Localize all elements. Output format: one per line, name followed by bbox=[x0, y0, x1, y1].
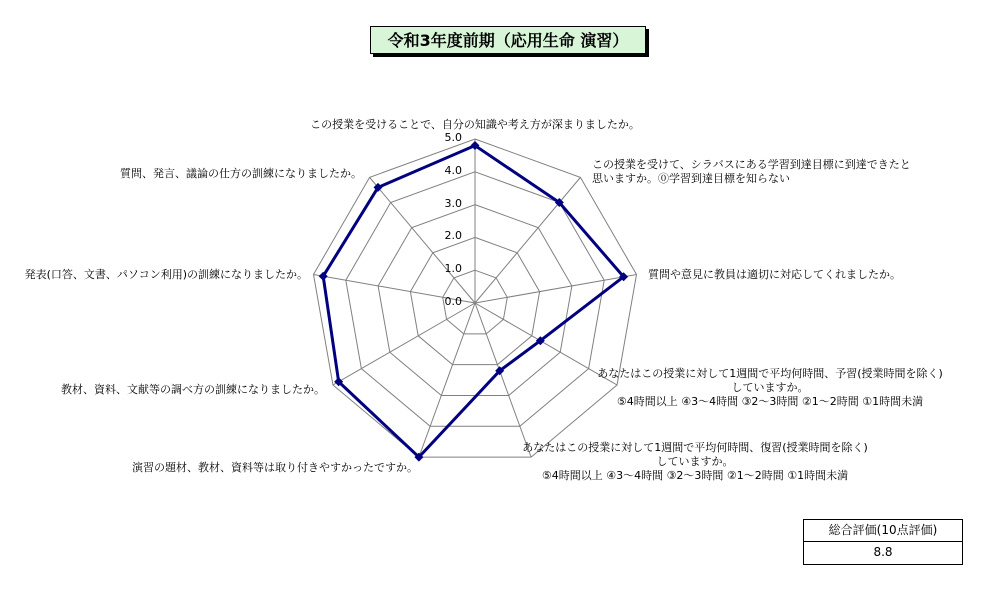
axis-label-line: 演習の題材、教材、資料等は取り付きやすかったですか。 bbox=[132, 461, 418, 474]
axis-label bbox=[120, 167, 362, 181]
axis-label-line: あなたはこの授業に対して1週間で平均何時間、予習(授業時間を除く) bbox=[597, 367, 943, 380]
axis-label bbox=[61, 383, 325, 397]
tick-label: 5.0 bbox=[444, 131, 462, 144]
axis-label-line: していますか。 bbox=[656, 455, 734, 468]
grid-spoke bbox=[475, 177, 580, 303]
grid-spoke bbox=[419, 303, 475, 457]
summary-box bbox=[803, 519, 963, 565]
grid-spoke bbox=[475, 303, 531, 457]
axis-label bbox=[132, 461, 418, 475]
summary-value: 8.8 bbox=[804, 541, 962, 563]
axis-label bbox=[597, 367, 943, 409]
tick-label: 1.0 bbox=[444, 262, 462, 276]
axis-label bbox=[310, 118, 640, 132]
axis-label-line: ⑤4時間以上 ④3～4時間 ③2～3時間 ②1～2時間 ①1時間未満 bbox=[541, 469, 849, 482]
summary-heading: 総合評価(10点評価) bbox=[828, 523, 938, 537]
axis-label-line: この授業を受けることで、自分の知識や考え方が深まりましたか。 bbox=[310, 118, 640, 131]
axis-label bbox=[592, 158, 911, 186]
axis-label-line: 教材、資料、文献等の調べ方の訓練になりましたか。 bbox=[61, 383, 325, 396]
tick-label: 2.0 bbox=[444, 229, 462, 243]
chart-title: 令和3年度前期（応用生命 演習） bbox=[370, 26, 646, 54]
axis-label-line: 質問や意見に教員は適切に対応してくれましたか。 bbox=[648, 268, 901, 281]
axis-label-line: この授業を受けて、シラバスにある学習到達目標に到達できたと bbox=[592, 158, 911, 171]
tick-label: 3.0 bbox=[444, 196, 462, 210]
axis-label-line: 思いますか。⓪学習到達目標を知らない bbox=[592, 172, 790, 185]
axis-label-line: していますか。 bbox=[731, 381, 809, 394]
axis-label bbox=[648, 268, 901, 282]
tick-label: 4.0 bbox=[444, 163, 462, 177]
grid-spoke bbox=[333, 303, 475, 385]
grid-spoke bbox=[475, 275, 637, 303]
axis-label bbox=[522, 441, 868, 483]
axis-label bbox=[25, 268, 308, 282]
tick-label: 0.0 bbox=[444, 295, 462, 308]
axis-label-line: あなたはこの授業に対して1週間で平均何時間、復習(授業時間を除く) bbox=[522, 441, 868, 454]
axis-label-line: ⑤4時間以上 ④3～4時間 ③2～3時間 ②1～2時間 ①1時間未満 bbox=[616, 395, 924, 408]
axis-label-line: 発表(口答、文書、パソコン利用)の訓練になりましたか。 bbox=[24, 268, 308, 281]
axis-label-line: 質問、発言、議論の仕方の訓練になりましたか。 bbox=[120, 167, 362, 180]
